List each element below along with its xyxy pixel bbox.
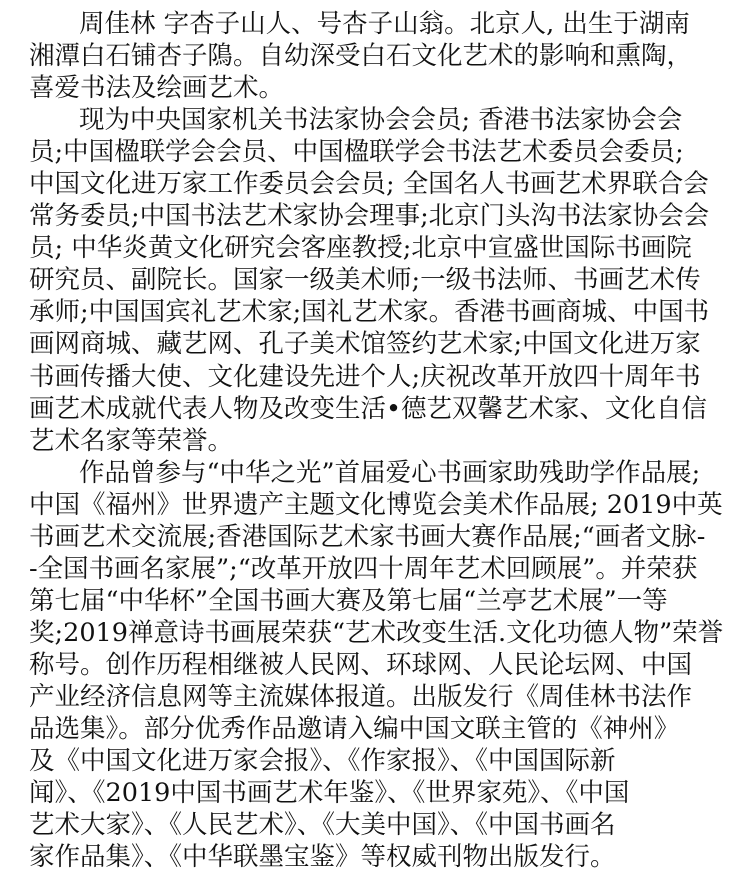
text-line: 承师;中国国宾礼艺术家;国礼艺术家。香港书画商城、中国书 xyxy=(29,297,710,328)
text-line: 周佳林 字杏子山人、号杏子山翁。北京人, 出生于湖南 xyxy=(79,9,690,39)
text-line: 常务委员;中国书法艺术家协会理事;北京门头沟书法家协会会 xyxy=(29,201,710,232)
text-line: 品选集》。部分优秀作品邀请入编中国文联主管的《神州》 xyxy=(29,714,680,745)
paragraph-memberships xyxy=(29,104,724,457)
text-line: 产业经济信息网等主流媒体报道。出版发行《周佳林书法作 xyxy=(29,681,693,712)
text-line: 称号。创作历程相继被人民网、环球网、人民论坛网、中国 xyxy=(29,649,693,680)
paragraph-works xyxy=(29,457,724,874)
text-line: 及《中国文化进万家会报》、《作家报》、《中国国际新 xyxy=(29,746,616,777)
text-line: 书画传播大使、文化建设先进个人;庆祝改革开放四十周年书 xyxy=(29,361,701,392)
text-line: 研究员、副院长。国家一级美术师;一级书法师、书画艺术传 xyxy=(29,265,701,296)
text-line: 画艺术成就代表人物及改变生活•德艺双馨艺术家、文化自信 xyxy=(29,393,708,424)
paragraph-intro xyxy=(29,8,724,104)
text-line: 中国《福州》世界遗产主题文化博览会美术作品展; 2019中英 xyxy=(29,489,723,520)
text-line: 家作品集》、《中华联墨宝鉴》等权威刊物出版发行。 xyxy=(29,842,616,873)
text-line: 作品曾参与“中华之光”首届爱心书画家助残助学作品展; xyxy=(79,457,701,488)
text-line: 现为中央国家机关书法家协会会员; 香港书法家协会会 xyxy=(79,105,683,136)
text-line: 喜爱书法及绘画艺术。 xyxy=(29,73,285,104)
text-line: -全国书画名家展”;“改革开放四十周年艺术回顾展”。并荣获 xyxy=(29,553,698,584)
text-line: 员; 中华炎黄文化研究会客座教授;北京中宣盛世国际书画院 xyxy=(29,233,692,264)
text-line: 第七届“中华杯”全国书画大赛及第七届“兰亭艺术展”一等 xyxy=(29,585,668,616)
text-line: 奖;2019禅意诗书画展荣获“艺术改变生活.文化功德人物”荣誉 xyxy=(29,617,724,648)
text-line: 艺术名家等荣誉。 xyxy=(29,425,234,456)
text-line: 闻》、《2019中国书画艺术年鉴》、《世界家苑》、《中国 xyxy=(29,778,630,809)
text-line: 员;中国楹联学会会员、中国楹联学会书法艺术委员会委员; xyxy=(29,137,684,168)
text-line: 艺术大家》、《人民艺术》、《大美中国》、《中国书画名 xyxy=(29,810,616,841)
text-line: 画网商城、藏艺网、孔子美术馆签约艺术家;中国文化进万家 xyxy=(29,329,701,360)
text-line: 中国文化进万家工作委员会会员; 全国名人书画艺术界联合会 xyxy=(29,169,709,200)
text-line: 书画艺术交流展;香港国际艺术家书画大赛作品展;“画者文脉- xyxy=(29,521,706,552)
text-line: 湘潭白石铺杏子隝。自幼深受白石文化艺术的影响和熏陶， xyxy=(29,41,693,72)
